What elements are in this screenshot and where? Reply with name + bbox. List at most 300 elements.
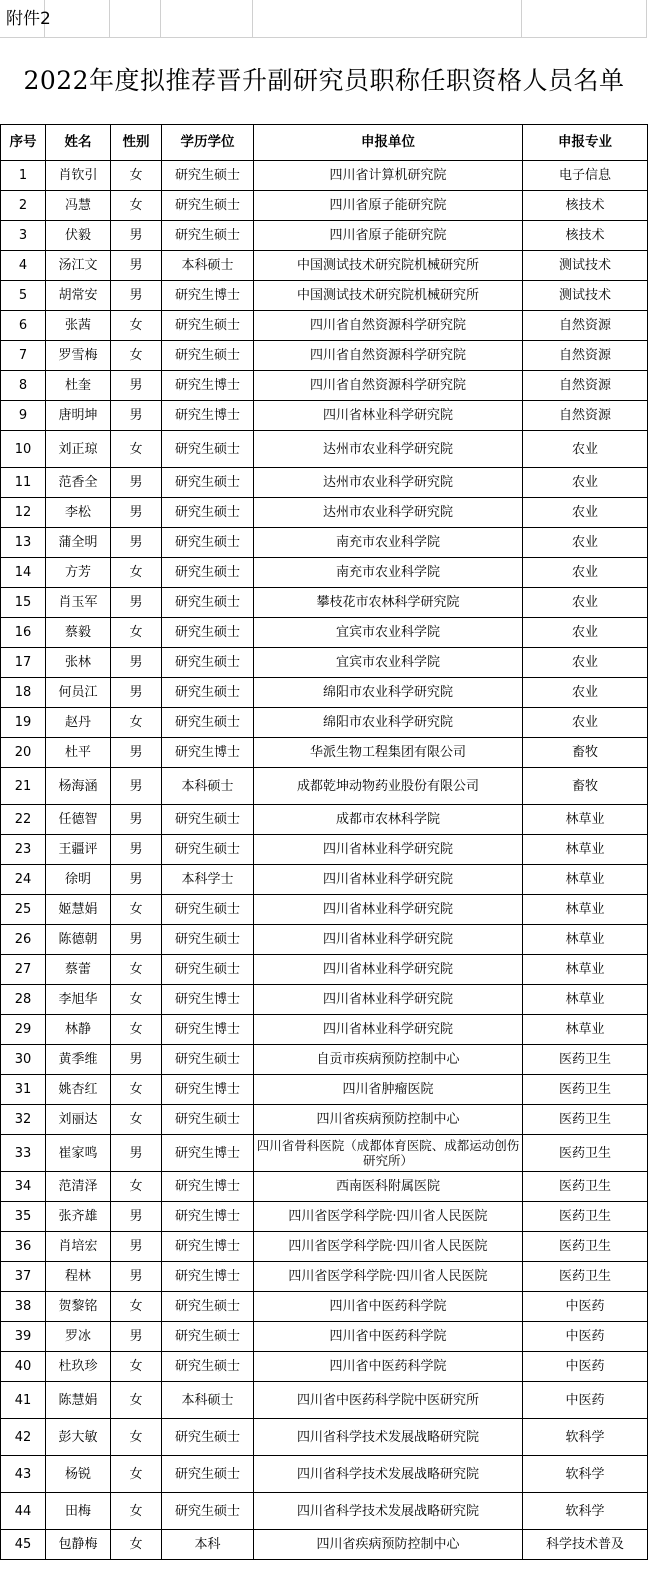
column-header-organization: 申报单位	[254, 125, 523, 161]
cell-organization: 四川省肿瘤医院	[254, 1075, 523, 1105]
cell-specialty: 电子信息	[523, 161, 648, 191]
cell-name: 肖玉军	[46, 588, 111, 618]
cell-specialty: 医药卫生	[523, 1105, 648, 1135]
cell-name: 杨海涵	[46, 768, 111, 805]
cell-gender: 男	[111, 1322, 162, 1352]
cell-index: 13	[1, 528, 46, 558]
table-row	[1, 1382, 648, 1419]
cell-gender: 女	[111, 708, 162, 738]
cell-gender: 男	[111, 468, 162, 498]
cell-education: 研究生博士	[162, 371, 254, 401]
cell-gender: 男	[111, 1202, 162, 1232]
cell-specialty: 医药卫生	[523, 1135, 648, 1172]
cell-index: 31	[1, 1075, 46, 1105]
cell-name: 范香全	[46, 468, 111, 498]
cell-name: 王疆评	[46, 835, 111, 865]
cell-name: 刘丽达	[46, 1105, 111, 1135]
cell-gender: 女	[111, 431, 162, 468]
cell-specialty: 科学技术普及	[523, 1530, 648, 1560]
column-header-education: 学历学位	[162, 125, 254, 161]
cell-education: 研究生硕士	[162, 1045, 254, 1075]
cell-index: 38	[1, 1292, 46, 1322]
cell-specialty: 中医药	[523, 1352, 648, 1382]
table-row	[1, 1202, 648, 1232]
cell-specialty: 林草业	[523, 1015, 648, 1045]
table-header-row	[1, 125, 648, 161]
cell-education: 研究生硕士	[162, 708, 254, 738]
cell-index: 26	[1, 925, 46, 955]
page-title: 2022年度拟推荐晋升副研究员职称任职资格人员名单	[23, 66, 625, 95]
cell-organization: 达州市农业科学研究院	[254, 431, 523, 468]
cell-specialty: 软科学	[523, 1456, 648, 1493]
cell-organization: 达州市农业科学研究院	[254, 498, 523, 528]
cell-gender: 女	[111, 341, 162, 371]
cell-specialty: 医药卫生	[523, 1262, 648, 1292]
cell-specialty: 自然资源	[523, 311, 648, 341]
cell-name: 李旭华	[46, 985, 111, 1015]
cell-organization: 宜宾市农业科学院	[254, 618, 523, 648]
cell-index: 29	[1, 1015, 46, 1045]
cell-specialty: 林草业	[523, 985, 648, 1015]
cell-organization: 四川省原子能研究院	[254, 191, 523, 221]
cell-name: 唐明坤	[46, 401, 111, 431]
cell-specialty: 林草业	[523, 925, 648, 955]
cell-index: 41	[1, 1382, 46, 1419]
cell-organization: 宜宾市农业科学院	[254, 648, 523, 678]
table-row	[1, 431, 648, 468]
cell-specialty: 自然资源	[523, 341, 648, 371]
cell-organization: 四川省科学技术发展战略研究院	[254, 1493, 523, 1530]
cell-name: 蔡毅	[46, 618, 111, 648]
cell-name: 杜玖珍	[46, 1352, 111, 1382]
cell-specialty: 核技术	[523, 191, 648, 221]
cell-gender: 男	[111, 678, 162, 708]
column-header-gender: 性别	[111, 125, 162, 161]
table-row	[1, 1292, 648, 1322]
cell-organization: 四川省中医药科学院	[254, 1352, 523, 1382]
table-row	[1, 835, 648, 865]
cell-education: 研究生硕士	[162, 1352, 254, 1382]
cell-index: 30	[1, 1045, 46, 1075]
table-row	[1, 925, 648, 955]
cell-specialty: 农业	[523, 558, 648, 588]
cell-gender: 女	[111, 1075, 162, 1105]
cell-index: 4	[1, 251, 46, 281]
cell-education: 研究生博士	[162, 1075, 254, 1105]
cell-gender: 女	[111, 895, 162, 925]
cell-education: 研究生博士	[162, 1172, 254, 1202]
cell-organization: 四川省林业科学研究院	[254, 925, 523, 955]
cell-gender: 男	[111, 1232, 162, 1262]
cell-name: 田梅	[46, 1493, 111, 1530]
cell-organization: 达州市农业科学研究院	[254, 468, 523, 498]
cell-education: 研究生硕士	[162, 468, 254, 498]
table-row	[1, 738, 648, 768]
cell-name: 崔家鸣	[46, 1135, 111, 1172]
cell-index: 27	[1, 955, 46, 985]
cell-organization: 绵阳市农业科学研究院	[254, 678, 523, 708]
table-row	[1, 558, 648, 588]
cell-index: 45	[1, 1530, 46, 1560]
cell-organization: 四川省原子能研究院	[254, 221, 523, 251]
table-row	[1, 161, 648, 191]
cell-specialty: 林草业	[523, 835, 648, 865]
cell-education: 研究生硕士	[162, 648, 254, 678]
cell-gender: 男	[111, 251, 162, 281]
cell-organization: 四川省科学技术发展战略研究院	[254, 1419, 523, 1456]
grid-cell	[522, 0, 647, 38]
cell-gender: 女	[111, 558, 162, 588]
cell-education: 研究生博士	[162, 1135, 254, 1172]
cell-education: 研究生硕士	[162, 1419, 254, 1456]
cell-education: 研究生硕士	[162, 558, 254, 588]
cell-index: 39	[1, 1322, 46, 1352]
cell-index: 35	[1, 1202, 46, 1232]
grid-cell	[45, 0, 110, 38]
cell-education: 研究生硕士	[162, 1292, 254, 1322]
cell-specialty: 自然资源	[523, 401, 648, 431]
cell-organization: 四川省林业科学研究院	[254, 895, 523, 925]
cell-name: 罗雪梅	[46, 341, 111, 371]
cell-education: 研究生硕士	[162, 311, 254, 341]
cell-name: 蔡蕾	[46, 955, 111, 985]
cell-gender: 女	[111, 1172, 162, 1202]
cell-gender: 女	[111, 985, 162, 1015]
cell-name: 胡常安	[46, 281, 111, 311]
cell-organization: 南充市农业科学院	[254, 558, 523, 588]
table-row	[1, 1135, 648, 1172]
cell-name: 林静	[46, 1015, 111, 1045]
cell-gender: 女	[111, 1530, 162, 1560]
table-row	[1, 1075, 648, 1105]
cell-index: 33	[1, 1135, 46, 1172]
cell-gender: 女	[111, 1419, 162, 1456]
cell-gender: 女	[111, 1352, 162, 1382]
table-row	[1, 805, 648, 835]
table-row	[1, 221, 648, 251]
cell-organization: 四川省科学技术发展战略研究院	[254, 1456, 523, 1493]
cell-index: 19	[1, 708, 46, 738]
cell-education: 本科学士	[162, 865, 254, 895]
table-row	[1, 1456, 648, 1493]
cell-organization: 自贡市疾病预防控制中心	[254, 1045, 523, 1075]
cell-education: 本科硕士	[162, 251, 254, 281]
table-row	[1, 648, 648, 678]
table-row	[1, 1105, 648, 1135]
cell-organization: 四川省林业科学研究院	[254, 835, 523, 865]
cell-education: 研究生硕士	[162, 191, 254, 221]
cell-specialty: 医药卫生	[523, 1075, 648, 1105]
cell-index: 20	[1, 738, 46, 768]
cell-index: 22	[1, 805, 46, 835]
cell-specialty: 农业	[523, 528, 648, 558]
cell-name: 彭大敏	[46, 1419, 111, 1456]
cell-name: 汤江文	[46, 251, 111, 281]
cell-specialty: 林草业	[523, 895, 648, 925]
cell-index: 25	[1, 895, 46, 925]
table-row	[1, 1322, 648, 1352]
cell-education: 研究生硕士	[162, 341, 254, 371]
cell-name: 何员江	[46, 678, 111, 708]
cell-education: 研究生博士	[162, 1015, 254, 1045]
cell-specialty: 医药卫生	[523, 1172, 648, 1202]
cell-specialty: 医药卫生	[523, 1045, 648, 1075]
table-row	[1, 588, 648, 618]
cell-specialty: 林草业	[523, 955, 648, 985]
cell-organization: 华派生物工程集团有限公司	[254, 738, 523, 768]
cell-specialty: 自然资源	[523, 371, 648, 401]
cell-specialty: 中医药	[523, 1292, 648, 1322]
cell-specialty: 软科学	[523, 1419, 648, 1456]
cell-education: 研究生硕士	[162, 431, 254, 468]
table-row	[1, 528, 648, 558]
cell-education: 本科硕士	[162, 1382, 254, 1419]
column-header-specialty: 申报专业	[523, 125, 648, 161]
table-row	[1, 708, 648, 738]
table-row	[1, 311, 648, 341]
cell-index: 28	[1, 985, 46, 1015]
table-row	[1, 1232, 648, 1262]
cell-education: 本科硕士	[162, 768, 254, 805]
cell-index: 37	[1, 1262, 46, 1292]
cell-name: 姬慧娟	[46, 895, 111, 925]
cell-organization: 中国测试技术研究院机械研究所	[254, 251, 523, 281]
cell-gender: 女	[111, 161, 162, 191]
cell-index: 42	[1, 1419, 46, 1456]
cell-name: 杨锐	[46, 1456, 111, 1493]
grid-cell	[253, 0, 522, 38]
table-row	[1, 678, 648, 708]
column-header-name: 姓名	[46, 125, 111, 161]
cell-name: 肖钦引	[46, 161, 111, 191]
cell-name: 伏毅	[46, 221, 111, 251]
cell-education: 研究生博士	[162, 1202, 254, 1232]
cell-name: 方芳	[46, 558, 111, 588]
cell-specialty: 农业	[523, 431, 648, 468]
cell-specialty: 畜牧	[523, 738, 648, 768]
cell-education: 研究生博士	[162, 1232, 254, 1262]
table-row	[1, 1262, 648, 1292]
cell-specialty: 农业	[523, 618, 648, 648]
attachment-label: 附件2	[6, 9, 51, 29]
cell-education: 研究生硕士	[162, 805, 254, 835]
table-row	[1, 1419, 648, 1456]
cell-index: 15	[1, 588, 46, 618]
cell-specialty: 中医药	[523, 1322, 648, 1352]
cell-index: 44	[1, 1493, 46, 1530]
cell-gender: 男	[111, 401, 162, 431]
cell-education: 研究生博士	[162, 1262, 254, 1292]
cell-gender: 女	[111, 1382, 162, 1419]
cell-gender: 男	[111, 805, 162, 835]
cell-gender: 男	[111, 371, 162, 401]
cell-organization: 四川省林业科学研究院	[254, 955, 523, 985]
table-row	[1, 498, 648, 528]
cell-name: 杜平	[46, 738, 111, 768]
table-row	[1, 1530, 648, 1560]
cell-organization: 中国测试技术研究院机械研究所	[254, 281, 523, 311]
cell-name: 徐明	[46, 865, 111, 895]
cell-specialty: 测试技术	[523, 281, 648, 311]
cell-organization: 成都乾坤动物药业股份有限公司	[254, 768, 523, 805]
cell-education: 研究生硕士	[162, 498, 254, 528]
cell-name: 张茜	[46, 311, 111, 341]
cell-gender: 男	[111, 221, 162, 251]
cell-index: 12	[1, 498, 46, 528]
cell-gender: 女	[111, 1493, 162, 1530]
cell-gender: 男	[111, 925, 162, 955]
table-row	[1, 281, 648, 311]
cell-gender: 男	[111, 281, 162, 311]
cell-name: 陈慧娟	[46, 1382, 111, 1419]
cell-gender: 男	[111, 865, 162, 895]
cell-name: 冯慧	[46, 191, 111, 221]
cell-index: 8	[1, 371, 46, 401]
cell-index: 21	[1, 768, 46, 805]
cell-specialty: 医药卫生	[523, 1202, 648, 1232]
cell-gender: 男	[111, 588, 162, 618]
table-row	[1, 401, 648, 431]
cell-education: 研究生硕士	[162, 925, 254, 955]
cell-education: 研究生硕士	[162, 1322, 254, 1352]
cell-organization: 四川省骨科医院（成都体育医院、成都运动创伤研究所）	[254, 1135, 523, 1172]
cell-index: 18	[1, 678, 46, 708]
cell-education: 研究生博士	[162, 738, 254, 768]
cell-gender: 女	[111, 618, 162, 648]
cell-education: 研究生硕士	[162, 1493, 254, 1530]
cell-education: 研究生硕士	[162, 618, 254, 648]
cell-education: 研究生博士	[162, 281, 254, 311]
cell-gender: 女	[111, 191, 162, 221]
cell-name: 范清泽	[46, 1172, 111, 1202]
cell-organization: 四川省林业科学研究院	[254, 401, 523, 431]
cell-education: 研究生硕士	[162, 678, 254, 708]
cell-gender: 女	[111, 955, 162, 985]
cell-name: 陈德朝	[46, 925, 111, 955]
cell-specialty: 测试技术	[523, 251, 648, 281]
cell-organization: 四川省林业科学研究院	[254, 1015, 523, 1045]
cell-index: 14	[1, 558, 46, 588]
table-row	[1, 768, 648, 805]
cell-index: 40	[1, 1352, 46, 1382]
table-row	[1, 341, 648, 371]
cell-name: 刘正琼	[46, 431, 111, 468]
cell-name: 贺黎铭	[46, 1292, 111, 1322]
cell-gender: 女	[111, 1292, 162, 1322]
cell-specialty: 畜牧	[523, 768, 648, 805]
cell-name: 包静梅	[46, 1530, 111, 1560]
cell-index: 24	[1, 865, 46, 895]
cell-gender: 男	[111, 1262, 162, 1292]
cell-gender: 女	[111, 1456, 162, 1493]
cell-organization: 绵阳市农业科学研究院	[254, 708, 523, 738]
cell-index: 43	[1, 1456, 46, 1493]
cell-name: 姚杏红	[46, 1075, 111, 1105]
cell-index: 5	[1, 281, 46, 311]
cell-index: 36	[1, 1232, 46, 1262]
cell-name: 肖培宏	[46, 1232, 111, 1262]
cell-specialty: 农业	[523, 708, 648, 738]
table-row	[1, 1172, 648, 1202]
cell-organization: 四川省医学科学院·四川省人民医院	[254, 1262, 523, 1292]
cell-index: 23	[1, 835, 46, 865]
cell-specialty: 农业	[523, 498, 648, 528]
top-grid-row	[0, 0, 647, 38]
cell-gender: 男	[111, 1135, 162, 1172]
cell-education: 研究生硕士	[162, 835, 254, 865]
cell-education: 本科	[162, 1530, 254, 1560]
table-row	[1, 251, 648, 281]
cell-name: 张林	[46, 648, 111, 678]
cell-specialty: 医药卫生	[523, 1232, 648, 1262]
cell-index: 10	[1, 431, 46, 468]
cell-index: 3	[1, 221, 46, 251]
cell-index: 32	[1, 1105, 46, 1135]
cell-index: 34	[1, 1172, 46, 1202]
cell-name: 黄季维	[46, 1045, 111, 1075]
cell-specialty: 农业	[523, 468, 648, 498]
cell-organization: 西南医科附属医院	[254, 1172, 523, 1202]
cell-index: 1	[1, 161, 46, 191]
cell-organization: 四川省自然资源科学研究院	[254, 311, 523, 341]
cell-education: 研究生硕士	[162, 221, 254, 251]
cell-organization: 四川省疾病预防控制中心	[254, 1530, 523, 1560]
cell-organization: 四川省中医药科学院	[254, 1292, 523, 1322]
cell-specialty: 软科学	[523, 1493, 648, 1530]
cell-name: 任德智	[46, 805, 111, 835]
cell-organization: 四川省林业科学研究院	[254, 985, 523, 1015]
table-row	[1, 618, 648, 648]
cell-education: 研究生硕士	[162, 588, 254, 618]
cell-index: 6	[1, 311, 46, 341]
cell-gender: 男	[111, 835, 162, 865]
grid-cell	[161, 0, 253, 38]
cell-organization: 四川省医学科学院·四川省人民医院	[254, 1232, 523, 1262]
cell-gender: 男	[111, 1045, 162, 1075]
table-row	[1, 1045, 648, 1075]
cell-education: 研究生博士	[162, 985, 254, 1015]
table-row	[1, 895, 648, 925]
cell-organization: 四川省自然资源科学研究院	[254, 341, 523, 371]
cell-education: 研究生硕士	[162, 528, 254, 558]
cell-organization: 南充市农业科学院	[254, 528, 523, 558]
grid-cell	[110, 0, 161, 38]
cell-specialty: 农业	[523, 588, 648, 618]
cell-name: 赵丹	[46, 708, 111, 738]
cell-index: 17	[1, 648, 46, 678]
table-row	[1, 985, 648, 1015]
cell-gender: 男	[111, 528, 162, 558]
table-row	[1, 371, 648, 401]
table-row	[1, 1493, 648, 1530]
cell-name: 程林	[46, 1262, 111, 1292]
cell-gender: 男	[111, 648, 162, 678]
cell-name: 杜奎	[46, 371, 111, 401]
cell-gender: 女	[111, 311, 162, 341]
cell-organization: 攀枝花市农林科学研究院	[254, 588, 523, 618]
cell-index: 9	[1, 401, 46, 431]
table-row	[1, 191, 648, 221]
cell-organization: 四川省中医药科学院中医研究所	[254, 1382, 523, 1419]
cell-gender: 男	[111, 498, 162, 528]
cell-education: 研究生硕士	[162, 1105, 254, 1135]
cell-education: 研究生硕士	[162, 955, 254, 985]
cell-organization: 四川省自然资源科学研究院	[254, 371, 523, 401]
cell-gender: 女	[111, 1015, 162, 1045]
cell-specialty: 核技术	[523, 221, 648, 251]
cell-specialty: 农业	[523, 648, 648, 678]
cell-organization: 四川省林业科学研究院	[254, 865, 523, 895]
